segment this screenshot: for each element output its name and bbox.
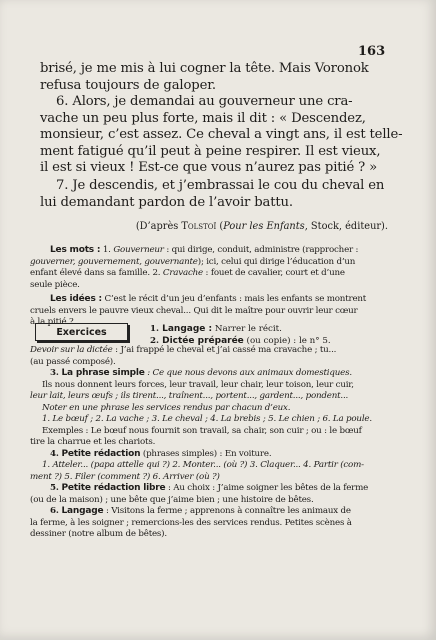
story-paragraph-6 <box>40 94 403 177</box>
story-line: 6. Alors, je demandai au gouverneur une cra- <box>56 94 353 109</box>
story-paragraph-7 <box>40 178 392 211</box>
vocabulary-heading: Les mots : <box>50 245 101 255</box>
exercise-list: Devoir sur la dictée : J’ai frappé le cheval et j’ai cassé ma cravache ; tu... (au passé composé). 3. La phrase simple : Ce que nous devons aux animaux domestiques. Ils nous donnent leurs forces, leur travail, leur chair, leur toison, leur cuir, leur lait, leurs œufs ; ils tirent..., traînent..., portent..., gardent..., pondent... Noter en une phrase les services rendus par chacun d’eux. 1. Le bœuf ; 2. La vache ; 3. Le cheval ; 4. La brebis ; 5. Le chien ; 6. La poule. Exemples : Le bœuf nous fournit son travail, sa chair, son cuir ; ou : le bœuf tire la charrue et les chariots. 4. Petite rédaction (phrases simples) : En voiture. 1. Atteler... (papa attelle qui ?) 2. Monter... (où ?) 3. Claquer... 4. Partir (com- ment ?) 5. Filer (comment ?) 6. Arriver (où ?) 5. Petite rédaction libre : Au choix : J’aime soigner les bêtes de la ferme (ou de la maison) ; une bête que j’aime bien ; une histoire de bêtes. 6. Langage : Visitons la ferme ; apprenons à connaître les animaux de la ferme, à les soigner ; remercions-les des services rendus. Petites scènes à dessiner (notre album de bêtes). <box>30 345 405 541</box>
exercise-3: 3. La phrase simple : Ce que nous devons aux animaux domestiques. <box>50 368 352 378</box>
story-line: vache un peu plus forte, mais il dit : « Descendez, <box>40 110 366 126</box>
story-line: 7. Je descendis, et j’embrassai le cou du cheval en <box>56 178 385 193</box>
exercise-4: 4. Petite rédaction (phrases simples) : En voiture. <box>50 448 272 459</box>
vocabulary-section: Les mots : 1. Gouverneur : qui dirige, conduit, administre (rapprocher : gouverner, gouvernement, gouvernante); ici, celui qui dirige l’éducation d’un enfant élevé dans sa famille. 2. Cravache : fouet de cavalier, court et d’une seule pièce. <box>30 245 359 290</box>
source-prefix: (D’après <box>135 221 182 232</box>
page-number: 163 <box>358 44 386 59</box>
source-author: Tolstoï <box>181 221 217 232</box>
story-line: refusa toujours de galoper. <box>40 77 216 93</box>
exercises-heading-box: Exercices <box>35 323 128 341</box>
source-paren: ( <box>216 221 224 232</box>
story-line: ment fatigué qu’il peut à peine respirer. Il est vieux, <box>40 143 381 159</box>
story-line: il est si vieux ! Est-ce que vous n’aurez pas pitié ? » <box>40 160 378 175</box>
source-citation <box>136 221 388 232</box>
exercise-1: 1. Langage : Narrer le récit. <box>150 324 282 334</box>
source-suffix: , Stock, éditeur). <box>304 221 388 232</box>
story-line: brisé, je me mis à lui cogner la tête. Mais Voronok <box>40 61 369 76</box>
story-line: monsieur, c’est assez. Ce cheval a vingt ans, il est telle- <box>40 127 403 142</box>
exercise-2: 2. Dictée préparée (ou copie) : le n° 5. <box>150 336 331 346</box>
story-paragraph-5-end <box>40 61 392 94</box>
ideas-heading: Les idées : <box>50 294 102 304</box>
exercise-6: 6. Langage : Visitons la ferme ; apprenons à connaître les animaux de <box>50 506 351 516</box>
source-title: Pour les Enfants <box>223 221 305 232</box>
exercise-5: 5. Petite rédaction libre : Au choix : J’aime soigner les bêtes de la ferme <box>50 483 369 493</box>
story-line: lui demandant pardon de l’avoir battu. <box>40 194 293 210</box>
ideas-section: Les idées : C’est le récit d’un jeu d’enfants : mais les enfants se montrent cruels envers le pauvre vieux cheval... Qui dit le maître pour ouvrir leur cœur à la pitié ? <box>30 294 367 327</box>
dictation-homework: Devoir sur la dictée : J’ai frappé le cheval et j’ai cassé ma cravache ; tu... <box>30 345 337 355</box>
